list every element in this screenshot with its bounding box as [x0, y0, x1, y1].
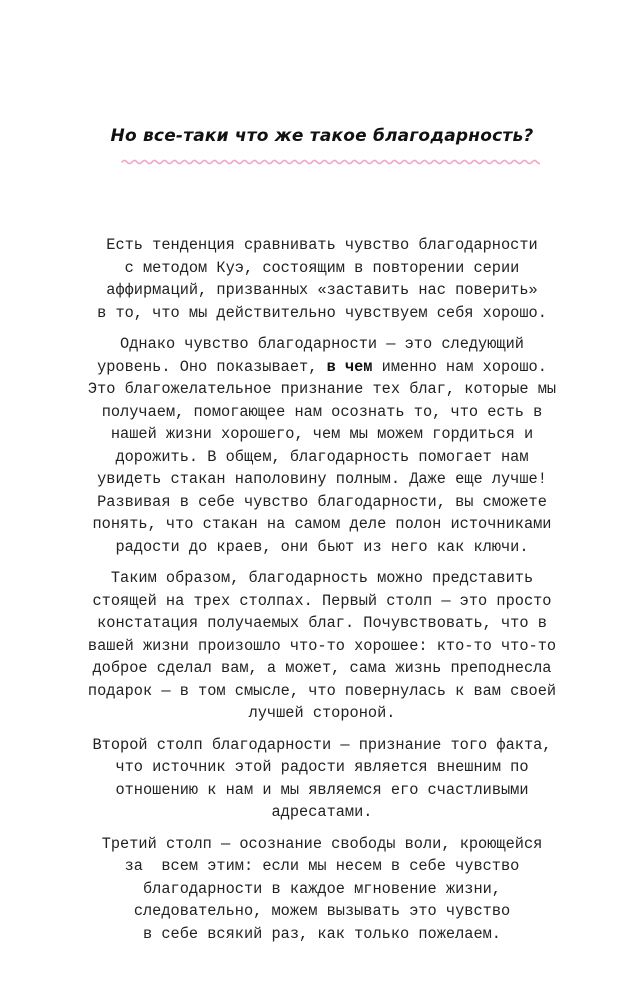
decorative-wave-underline	[120, 156, 540, 168]
text-line: Однако чувство благодарности — это следующий	[120, 335, 524, 353]
paragraph-3	[40, 567, 604, 725]
text-line: стоящей на трех столпах. Первый столп — это просто	[92, 591, 552, 610]
text-line: адресатами.	[271, 803, 373, 821]
text-line: лучшей стороной.	[248, 704, 396, 722]
text-line: аффирмаций, призванных «заставить нас поверить»	[106, 281, 538, 299]
paragraph-4	[40, 734, 604, 824]
text-line: в то, что мы действительно чувствуем себя хорошо.	[97, 303, 547, 322]
text-line: Третий столп — осознание свободы воли, кроющейся	[101, 834, 543, 853]
text-line-with-emphasis	[40, 356, 604, 379]
text-line: за всем этим: если мы несем в себе чувство	[124, 857, 520, 875]
text-line: вашей жизни произошло что-то хорошее: кто-то что-то	[87, 636, 557, 655]
paragraph-5	[40, 833, 604, 946]
text-line: следовательно, можем вызывать это чувство	[133, 902, 511, 920]
text-line: увидеть стакан наполовину полным. Даже еще лучше!	[97, 470, 547, 488]
text-line: нашей жизни хорошего, чем мы можем гордиться и	[110, 425, 534, 443]
text-line: с методом Куэ, состоящим в повторении серии	[124, 258, 520, 277]
text-line: доброе сделал вам, а может, сама жизнь преподнесла	[92, 659, 552, 677]
paragraph-2	[40, 333, 604, 558]
text-line: получаем, помогающее нам осознать то, что есть в	[101, 402, 543, 421]
text-line: Второй столп благодарности — признание того факта,	[92, 735, 552, 754]
text-line: Это благожелательное признание тех благ, которые мы	[87, 380, 557, 398]
body-text	[40, 234, 604, 954]
text-line: в себе всякий раз, как только пожелаем.	[142, 924, 501, 943]
section-heading: Но все-таки что же такое благодарность?	[110, 126, 534, 146]
text-line: подарок — в том смысле, что повернулась к вам своей	[87, 681, 557, 700]
text-line: Есть тенденция сравнивать чувство благодарности	[106, 236, 538, 254]
text-fragment: именно нам хорошо.	[381, 357, 547, 376]
text-line: констатация получаемых благ. Почувствовать, что в	[97, 614, 547, 632]
paragraph-1	[40, 234, 604, 324]
text-line: что источник этой радости является внешним по	[115, 758, 529, 776]
text-line: понять, что стакан на самом деле полон источниками	[92, 515, 552, 533]
text-line: отношению к нам и мы являемся его счастливыми	[115, 780, 529, 799]
text-line: радости до краев, они бьют из него как ключи.	[115, 537, 529, 556]
text-line: Таким образом, благодарность можно представить	[110, 569, 534, 587]
emphasis-text: в чем	[326, 357, 373, 376]
text-line: благодарности в каждое мгновение жизни,	[142, 879, 501, 898]
text-line: Развивая в себе чувство благодарности, вы сможете	[97, 492, 547, 511]
text-fragment: уровень. Оно показывает,	[97, 357, 318, 376]
text-line: дорожить. В общем, благодарность помогает нам	[115, 447, 529, 466]
